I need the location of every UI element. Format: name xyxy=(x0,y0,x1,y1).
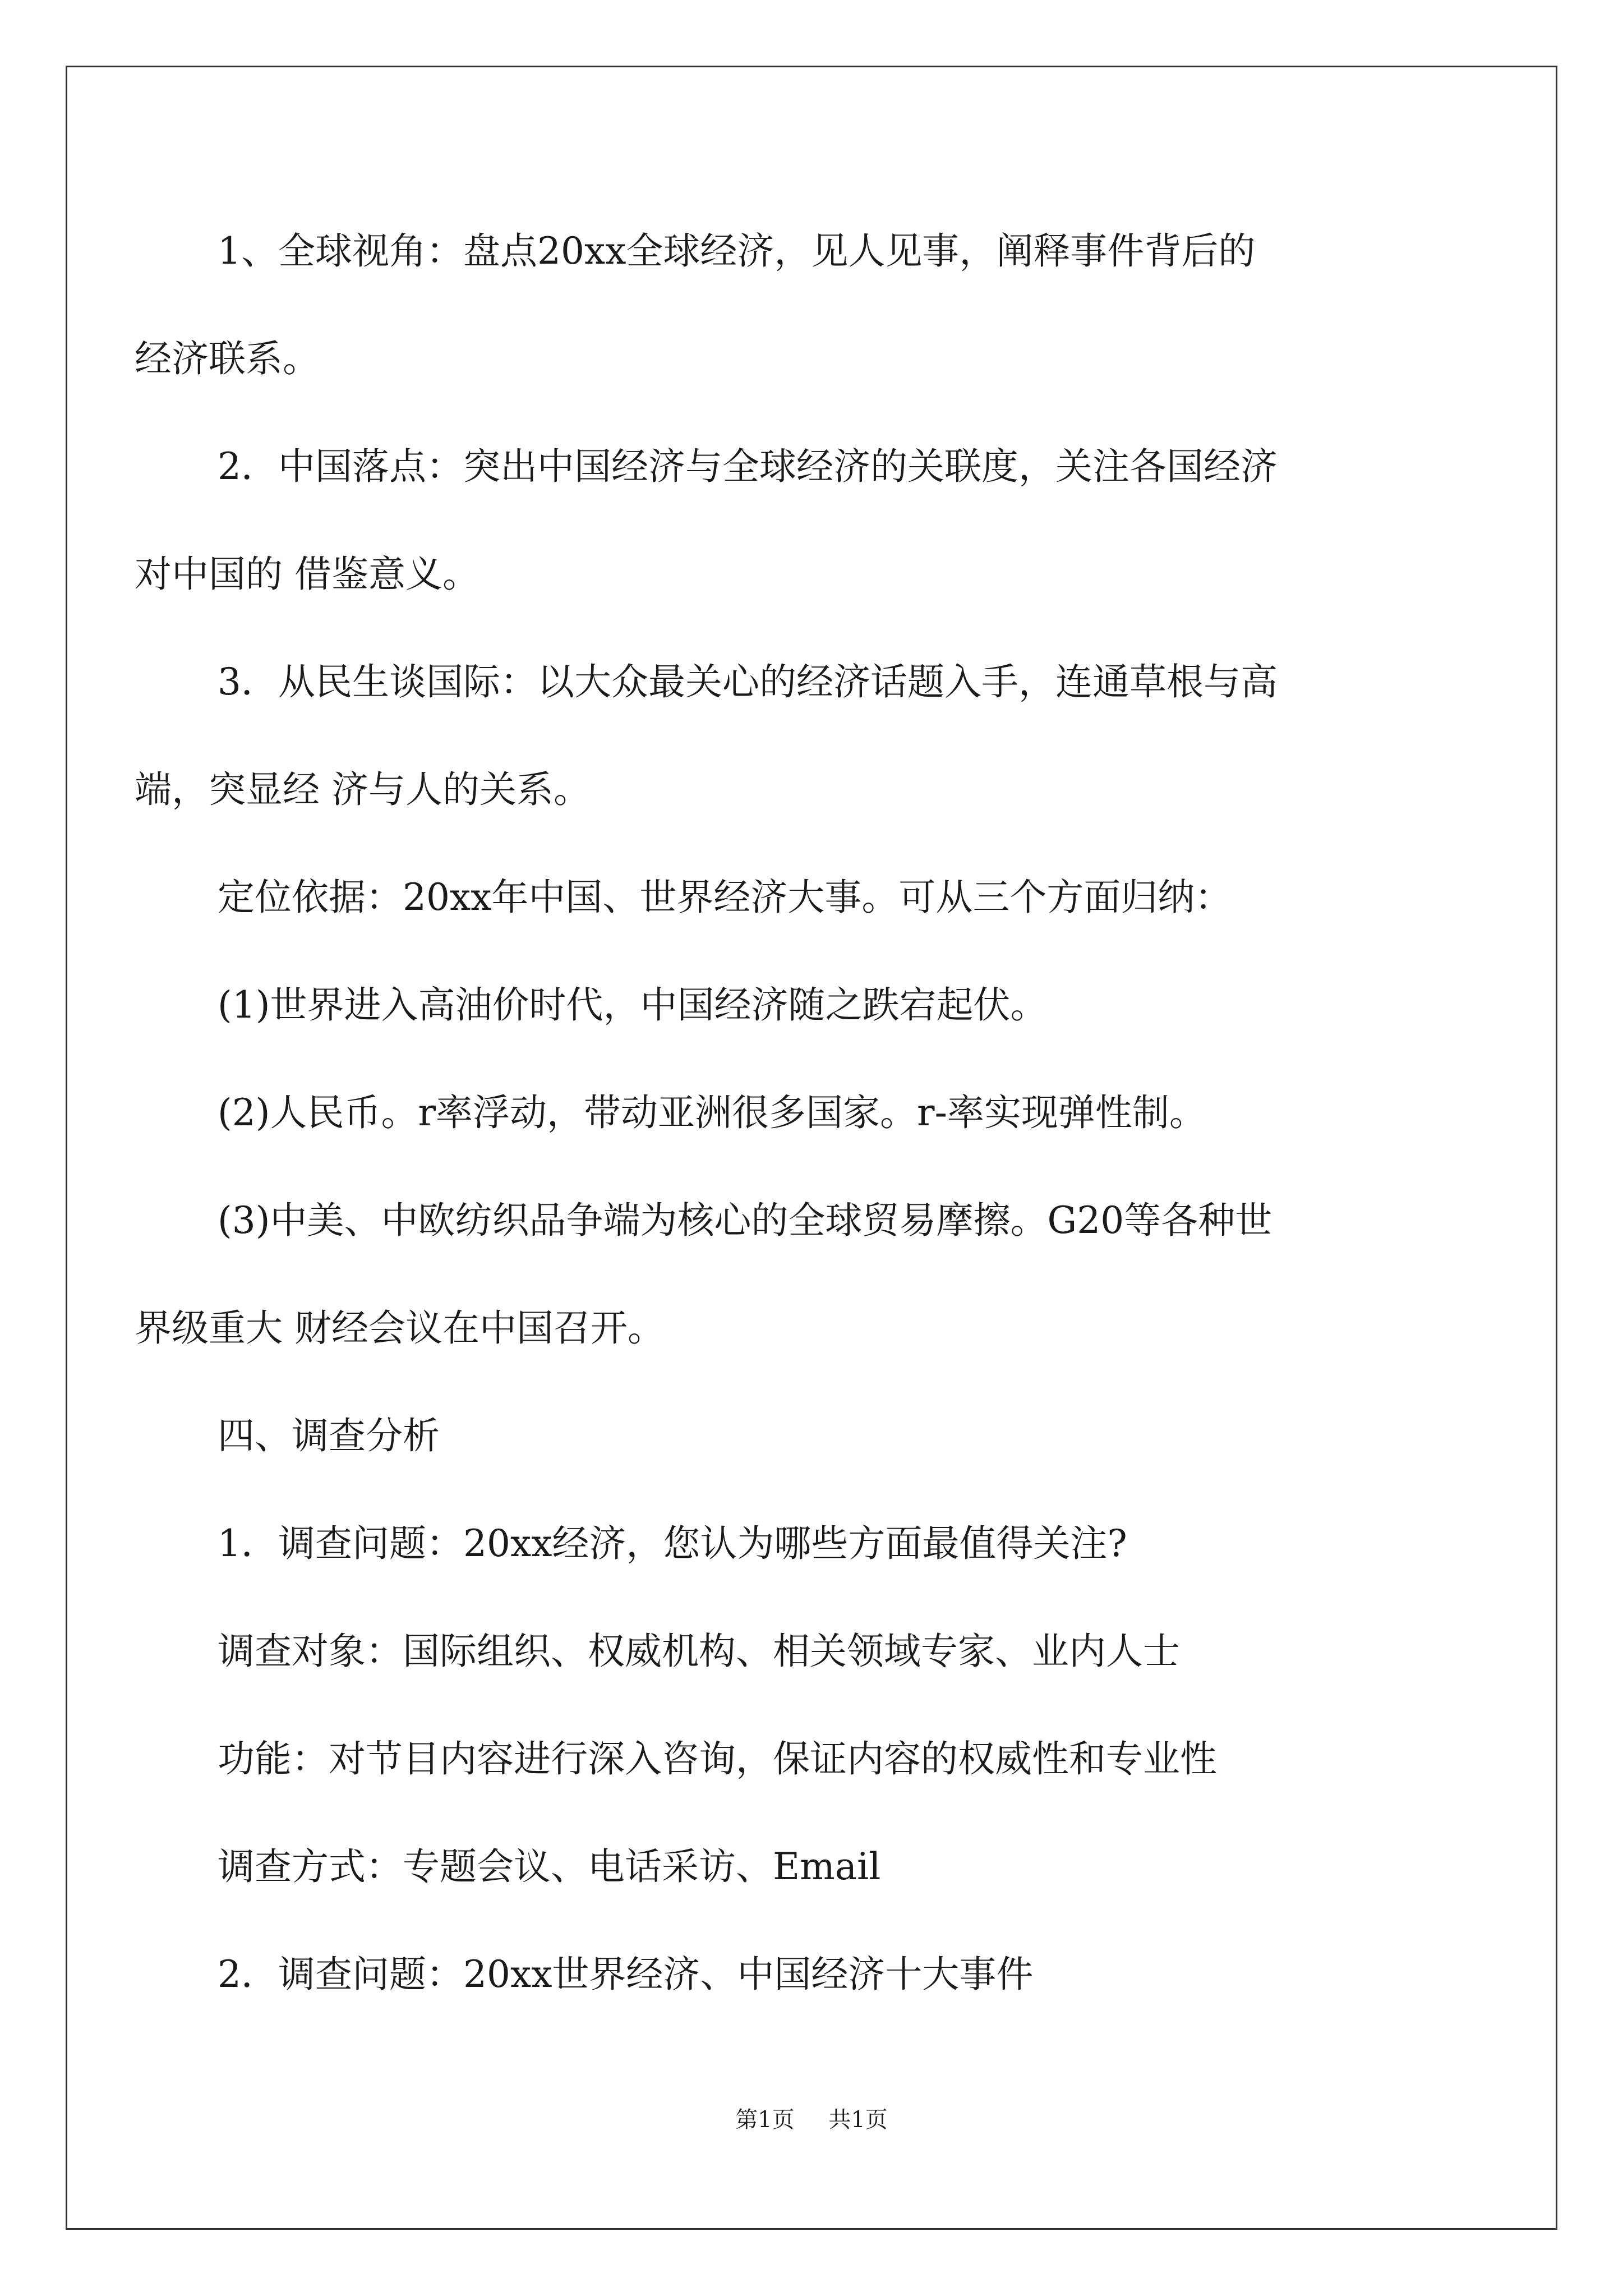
text-line: 界级重大 财经会议在中国召开。 xyxy=(135,1306,665,1350)
text-line: 2．中国落点：突出中国经济与全球经济的关联度，关注各国经济 xyxy=(218,445,1278,488)
text-line: 调查方式：专题会议、电话采访、Email xyxy=(218,1845,881,1888)
text-line: 1．调查问题：20xx经济，您认为哪些方面最值得关注? xyxy=(218,1522,1127,1565)
section-heading: 四、调查分析 xyxy=(218,1414,440,1457)
text-line: 端，突显经 济与人的关系。 xyxy=(135,768,591,811)
page-number: 第1页 xyxy=(735,2107,795,2133)
text-line: 对中国的 借鉴意义。 xyxy=(135,553,479,596)
text-line: 3．从民生谈国际：以大众最关心的经济话题入手，连通草根与高 xyxy=(218,660,1278,703)
page-total: 共1页 xyxy=(828,2107,888,2133)
text-line: 1、全球视角：盘点20xx全球经济，见人见事，阐释事件背后的 xyxy=(218,229,1256,273)
text-line: 功能：对节目内容进行深入咨询，保证内容的权威性和专业性 xyxy=(218,1737,1217,1780)
text-line: 经济联系。 xyxy=(135,337,320,380)
text-line: (1)世界进入高油价时代，中国经济随之跌宕起伏。 xyxy=(218,983,1048,1027)
text-line: 2．调查问题：20xx世界经济、中国经济十大事件 xyxy=(218,1953,1034,1996)
page-border xyxy=(66,66,1557,2230)
page-footer xyxy=(0,2103,1623,2137)
text-line: (2)人民币。r率浮动，带动亚洲很多国家。r-率实现弹性制。 xyxy=(218,1091,1206,1134)
text-line: 定位依据：20xx年中国、世界经济大事。可从三个方面归纳： xyxy=(218,876,1232,919)
text-line: 调查对象：国际组织、权威机构、相关领域专家、业内人士 xyxy=(218,1630,1180,1673)
text-line: (3)中美、中欧纺织品争端为核心的全球贸易摩擦。G20等各种世 xyxy=(218,1199,1272,1242)
